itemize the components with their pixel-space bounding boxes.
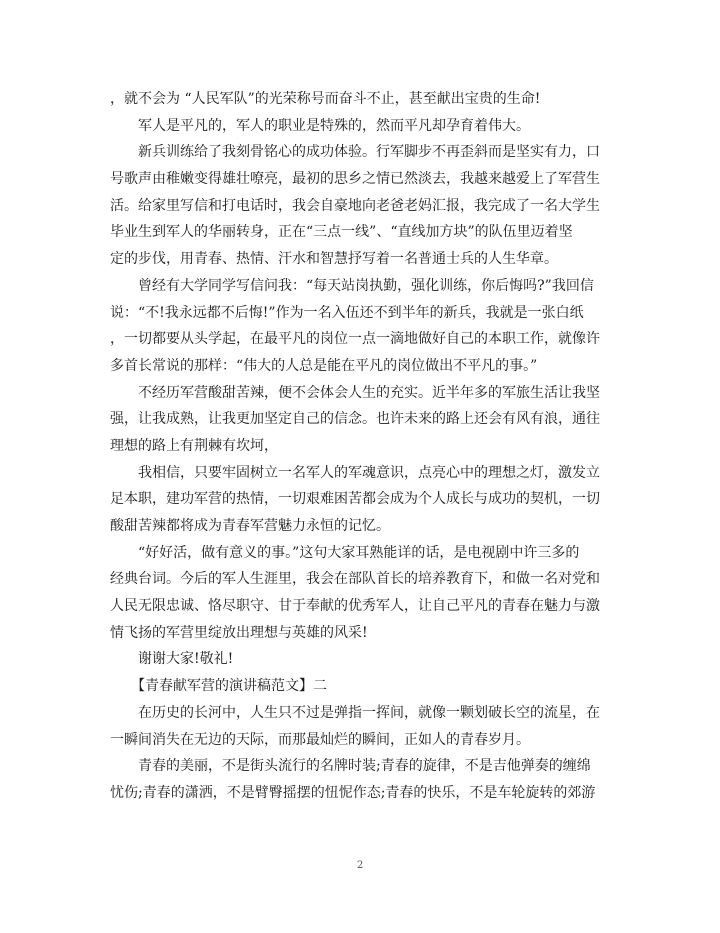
text-line: 人民无限忠诚、恪尽职守、甘于奉献的优秀军人，让自己平凡的青春在魅力与激 (110, 598, 600, 615)
text-line: 说：“不!我永远都不后悔!”作为一名入伍还不到半年的新兵，我就是一张白纸 (110, 304, 584, 321)
text-line: 经典台词。今后的军人生涯里，我会在部队首长的培养教育下，和做一名对党和 (110, 571, 600, 588)
page-number: 2 (356, 860, 364, 871)
text-line: 活。给家里写信和打电话时，我会自豪地向老爸老妈汇报，我完成了一名大学生 (110, 197, 600, 214)
text-line: 号歌声由稚嫩变得雄壮嘹亮，最初的思乡之情已然淡去，我越来越爱上了军营生 (110, 171, 600, 188)
text-line: 不经历军营酸甜苦辣，便不会体会人生的充实。近半年多的军旅生活让我坚 (110, 384, 600, 401)
text-line: 酸甜苦辣都将成为青春军营魅力永恒的记忆。 (110, 518, 390, 534)
text-line: 强，让我成熟，让我更加坚定自己的信念。也许未来的路上还会有风有浪，通往 (110, 411, 600, 428)
text-line: 在历史的长河中，人生只不过是弹指一挥间，就像一颗划破长空的流星，在 (110, 704, 600, 721)
document-body (110, 86, 610, 807)
text-line: ，就不会为 “人民军队”的光荣称号而奋斗不止，甚至献出宝贵的生命! (110, 91, 541, 107)
text-line: 一瞬间消失在无边的天际，而那最灿烂的瞬间，正如人的青春岁月。 (110, 731, 530, 748)
text-line: 忧伤;青春的潇洒，不是臂臀摇摆的忸怩作态;青春的快乐，不是车轮旋转的郊游 (110, 784, 596, 801)
text-line: 理想的路上有荆棘有坎坷， (110, 437, 278, 454)
text-line: 毕业生到军人的华丽转身，正在“三点一线”、“直线加方块”的队伍里迈着坚 (110, 224, 573, 241)
text-line: 情飞扬的军营里绽放出理想与英雄的风采! (110, 624, 368, 641)
text-line: 新兵训练给了我刻骨铭心的成功体验。行军脚步不再歪斜而是坚实有力，口 (110, 144, 600, 161)
section-heading: 【青春献军营的演讲稿范文】二 (110, 678, 327, 695)
text-line: 军人是平凡的，军人的职业是特殊的，然而平凡却孕育着伟大。 (110, 117, 530, 134)
text-line: 青春的美丽，不是街头流行的名牌时装;青春的旋律，不是吉他弹奏的缠绵 (110, 758, 591, 775)
text-line: 我相信，只要牢固树立一名军人的军魂意识，点亮心中的理想之灯，激发立 (110, 464, 600, 481)
text-line: ，一切都要从头学起，在最平凡的岗位一点一滴地做好自己的本职工作，就像许 (110, 331, 600, 348)
text-line: 足本职，建功军营的热情，一切艰难困苦都会成为个人成长与成功的契机，一切 (110, 491, 600, 508)
text-line: 曾经有大学同学写信问我：“每天站岗执勤，强化训练，你后悔吗?”我回信 (110, 277, 594, 294)
text-line: “好好活，做有意义的事。”这句大家耳熟能详的话，是电视剧中许三多的 (110, 544, 580, 561)
text-line: 定的步伐，用青春、热情、汗水和智慧抒写着一名普通士兵的人生华章。 (110, 251, 558, 268)
text-line: 多首长常说的那样：“伟大的人总是能在平凡的岗位做出不平凡的事。” (110, 357, 538, 374)
text-line: 谢谢大家!敬礼! (110, 651, 234, 668)
